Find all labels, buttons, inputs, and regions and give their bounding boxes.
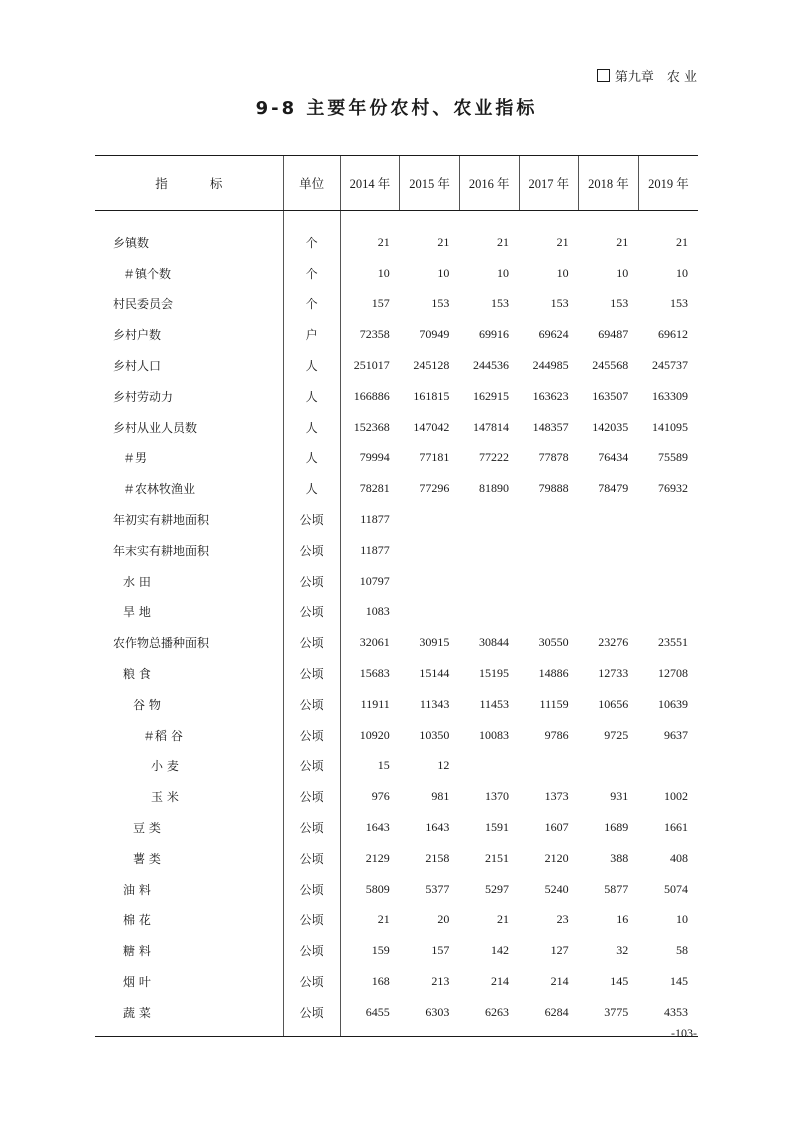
row-indicator-name: 小 麦 [151, 759, 179, 774]
chapter-header [597, 66, 697, 85]
row-value-cell: 1002 [664, 789, 688, 804]
row-value-cell [638, 597, 698, 628]
row-unit: 户 [283, 319, 340, 350]
row-value-cell: 214 [491, 974, 510, 989]
row-indicator-name: 薯 类 [133, 851, 161, 866]
row-value-cell: 16 [616, 912, 629, 927]
row-value-cell: 244536 [473, 358, 510, 373]
row-value-cell: 5877 [604, 881, 629, 896]
row-unit: 公顷 [283, 566, 340, 597]
row-value-cell [579, 751, 639, 782]
row-value-cell: 161815 [413, 388, 450, 403]
row-value-cell: 11159 [539, 696, 569, 711]
row-value-cell: 10 [616, 265, 629, 280]
row-value-cell [579, 504, 639, 535]
row-value-cell: 77222 [479, 450, 510, 465]
row-value-cell: 11911 [360, 696, 390, 711]
row-value-cell [579, 566, 639, 597]
row-value-cell: 21 [377, 234, 390, 249]
row-value-cell: 5297 [485, 881, 510, 896]
row-unit: 公顷 [283, 843, 340, 874]
row-indicator-name: 乡村人口 [113, 359, 162, 374]
row-unit: 公顷 [283, 720, 340, 751]
row-value-cell [459, 597, 519, 628]
row-indicator-name: 乡镇数 [113, 235, 150, 250]
row-value-cell: 1083 [365, 604, 390, 619]
row-value-cell: 81890 [479, 481, 510, 496]
row-value-cell: 30844 [479, 635, 510, 650]
row-value-cell: 153 [550, 296, 569, 311]
table-row [95, 473, 698, 504]
row-indicator-name: 年末实有耕地面积 [113, 543, 210, 558]
row-unit: 公顷 [283, 781, 340, 812]
row-value-cell: 6303 [400, 997, 460, 1036]
table-row [95, 627, 698, 658]
row-unit: 公顷 [283, 658, 340, 689]
row-value-cell: 21 [616, 234, 629, 249]
row-unit: 公顷 [283, 812, 340, 843]
row-value-cell [459, 504, 519, 535]
row-value-cell: 9637 [664, 727, 688, 742]
table-row [95, 381, 698, 412]
row-value-cell: 30550 [538, 635, 569, 650]
row-unit: 公顷 [283, 689, 340, 720]
table-row [95, 566, 698, 597]
row-unit: 人 [283, 381, 340, 412]
row-value-cell: 10797 [359, 573, 390, 588]
row-value-cell: 2158 [425, 850, 450, 865]
row-value-cell: 408 [670, 850, 688, 865]
row-value-cell: 15 [377, 758, 390, 773]
row-value-cell [519, 597, 579, 628]
row-value-cell: 5074 [664, 881, 688, 896]
row-value-cell [400, 535, 460, 566]
row-unit: 个 [283, 289, 340, 320]
row-value-cell: 10350 [419, 727, 450, 742]
table-row [95, 966, 698, 997]
row-value-cell: 75589 [658, 450, 688, 465]
row-value-cell: 14886 [538, 666, 569, 681]
row-value-cell [519, 504, 579, 535]
row-unit: 公顷 [283, 966, 340, 997]
row-value-cell: 244985 [532, 358, 569, 373]
row-value-cell: 142035 [592, 419, 629, 434]
table-row [95, 258, 698, 289]
row-indicator-name: 农作物总播种面积 [113, 636, 210, 651]
row-value-cell [519, 535, 579, 566]
table-header-row [95, 156, 698, 211]
table-row [95, 443, 698, 474]
row-value-cell: 2129 [365, 850, 390, 865]
row-value-cell: 3775 [579, 997, 639, 1036]
row-value-cell: 79888 [538, 481, 569, 496]
row-value-cell: 15195 [479, 666, 510, 681]
row-value-cell: 213 [431, 974, 450, 989]
row-indicator-name: 糖 料 [123, 944, 151, 959]
row-unit: 人 [283, 443, 340, 474]
row-value-cell: 153 [610, 296, 629, 311]
row-value-cell: 69624 [538, 327, 569, 342]
row-value-cell: 153 [491, 296, 510, 311]
row-indicator-name: 粮 食 [123, 667, 151, 682]
row-value-cell [519, 566, 579, 597]
row-value-cell: 1643 [425, 820, 450, 835]
table-body [95, 211, 698, 1037]
row-indicator-name: 乡村从业人员数 [113, 420, 198, 435]
row-value-cell [638, 535, 698, 566]
row-value-cell: 21 [556, 234, 569, 249]
year-column-header: 2016 年 [459, 156, 519, 211]
row-value-cell: 1689 [604, 820, 629, 835]
indicator-table [95, 155, 698, 1037]
indicator-header-right: 标 [209, 177, 223, 191]
row-value-cell: 1373 [544, 789, 569, 804]
row-unit: 公顷 [283, 905, 340, 936]
row-value-cell: 77181 [419, 450, 450, 465]
row-value-cell: 148357 [532, 419, 569, 434]
table-row [95, 597, 698, 628]
row-value-cell: 23 [556, 912, 569, 927]
row-value-cell: 6284 [519, 997, 579, 1036]
row-unit: 公顷 [283, 535, 340, 566]
row-indicator-name: 旱 地 [123, 605, 151, 620]
row-indicator-name: 烟 叶 [123, 975, 151, 990]
row-value-cell [579, 597, 639, 628]
row-value-cell [519, 751, 579, 782]
row-unit: 个 [283, 211, 340, 258]
row-value-cell: 77296 [419, 481, 450, 496]
table-row [95, 997, 698, 1036]
row-value-cell: 78281 [359, 481, 390, 496]
indicator-header-left: 指 [155, 177, 168, 191]
row-value-cell: 58 [676, 943, 688, 958]
row-value-cell: 251017 [353, 358, 390, 373]
row-value-cell: 30915 [419, 635, 450, 650]
table-row [95, 874, 698, 905]
row-value-cell: 11453 [479, 696, 510, 711]
table-row [95, 751, 698, 782]
row-value-cell: 152368 [353, 419, 390, 434]
table-row [95, 812, 698, 843]
row-value-cell: 2120 [544, 850, 569, 865]
row-value-cell: 127 [550, 943, 569, 958]
row-value-cell: 10 [437, 265, 450, 280]
row-value-cell: 12708 [658, 666, 688, 681]
row-indicator-name: 年初实有耕地面积 [113, 513, 210, 528]
year-column-header: 2015 年 [400, 156, 460, 211]
row-value-cell: 10 [497, 265, 510, 280]
row-value-cell: 981 [431, 789, 450, 804]
row-value-cell: 23276 [598, 635, 629, 650]
row-value-cell: 163507 [592, 388, 629, 403]
row-indicator-name: 玉 米 [151, 790, 179, 805]
row-value-cell: 2151 [485, 850, 510, 865]
row-value-cell: 10 [676, 912, 688, 927]
row-value-cell: 141095 [652, 419, 688, 434]
row-value-cell: 159 [371, 943, 390, 958]
row-value-cell: 163623 [532, 388, 569, 403]
row-unit: 人 [283, 350, 340, 381]
row-unit: 公顷 [283, 997, 340, 1036]
table-row [95, 412, 698, 443]
row-value-cell: 10 [377, 265, 390, 280]
table-row [95, 781, 698, 812]
row-value-cell: 21 [497, 912, 510, 927]
row-value-cell: 77878 [538, 450, 569, 465]
row-value-cell: 78479 [598, 481, 629, 496]
row-value-cell: 21 [497, 234, 510, 249]
table-row [95, 935, 698, 966]
row-value-cell: 21 [437, 234, 450, 249]
row-indicator-name: 村民委员会 [113, 297, 174, 312]
row-value-cell: 76932 [658, 481, 688, 496]
row-value-cell: 72358 [359, 327, 390, 342]
row-value-cell: 6455 [340, 997, 400, 1036]
square-icon [597, 69, 610, 82]
row-value-cell: 145 [670, 974, 688, 989]
row-value-cell: 157 [431, 943, 450, 958]
table-row [95, 689, 698, 720]
row-value-cell: 11877 [360, 512, 390, 527]
row-indicator-name: 豆 类 [133, 821, 161, 836]
year-column-header: 2019 年 [638, 156, 698, 211]
row-value-cell: 214 [550, 974, 569, 989]
row-value-cell: 69916 [479, 327, 510, 342]
indicator-column-header [95, 156, 283, 211]
row-unit: 公顷 [283, 504, 340, 535]
row-value-cell: 5809 [365, 881, 390, 896]
row-value-cell: 1661 [664, 820, 688, 835]
row-value-cell: 142 [491, 943, 510, 958]
row-value-cell: 162915 [473, 388, 510, 403]
row-value-cell: 70949 [419, 327, 450, 342]
row-value-cell: 11877 [360, 542, 390, 557]
row-value-cell: 10639 [658, 696, 688, 711]
row-indicator-name: 乡村户数 [113, 328, 162, 343]
row-value-cell: 20 [437, 912, 450, 927]
row-value-cell: 976 [371, 789, 390, 804]
row-value-cell: 145 [610, 974, 629, 989]
table-row [95, 535, 698, 566]
row-indicator-name: 棉 花 [123, 913, 151, 928]
row-value-cell: 10920 [359, 727, 390, 742]
row-value-cell: 5377 [425, 881, 450, 896]
row-value-cell: 166886 [353, 388, 390, 403]
row-value-cell: 147042 [413, 419, 450, 434]
table-row [95, 350, 698, 381]
unit-column-header: 单位 [283, 156, 340, 211]
row-value-cell [459, 535, 519, 566]
indicator-table-container [95, 155, 698, 1037]
row-value-cell: 69612 [658, 327, 688, 342]
row-value-cell: 69487 [598, 327, 629, 342]
row-value-cell: 6263 [459, 997, 519, 1036]
row-value-cell: 245737 [652, 358, 688, 373]
row-value-cell: 11343 [419, 696, 450, 711]
row-value-cell: 10083 [479, 727, 510, 742]
row-value-cell: 9786 [544, 727, 569, 742]
row-value-cell [579, 535, 639, 566]
page-number: -103- [671, 1026, 697, 1040]
row-indicator-name: 油 料 [123, 882, 151, 897]
row-value-cell: 12 [437, 758, 450, 773]
row-value-cell: 76434 [598, 450, 629, 465]
row-indicator-name: ＃镇个数 [123, 266, 172, 281]
row-value-cell [638, 504, 698, 535]
row-value-cell: 153 [431, 296, 450, 311]
row-value-cell: 79994 [359, 450, 390, 465]
row-indicator-name: 乡村劳动力 [113, 389, 174, 404]
row-value-cell [459, 751, 519, 782]
row-indicator-name: ＃稻 谷 [143, 728, 183, 743]
row-unit: 公顷 [283, 874, 340, 905]
table-row [95, 905, 698, 936]
row-value-cell [400, 566, 460, 597]
row-value-cell: 32061 [359, 635, 390, 650]
row-indicator-name: 水 田 [123, 574, 151, 589]
row-unit: 个 [283, 258, 340, 289]
row-value-cell: 1643 [365, 820, 390, 835]
row-unit: 公顷 [283, 751, 340, 782]
row-value-cell: 1370 [485, 789, 510, 804]
row-value-cell [459, 566, 519, 597]
row-value-cell: 157 [371, 296, 390, 311]
row-unit: 人 [283, 473, 340, 504]
table-row [95, 319, 698, 350]
row-value-cell: 10656 [598, 696, 629, 711]
row-value-cell: 21 [676, 234, 688, 249]
row-value-cell: 163309 [652, 388, 688, 403]
row-value-cell: 168 [371, 974, 390, 989]
table-row [95, 720, 698, 751]
row-value-cell: 9725 [604, 727, 629, 742]
table-row [95, 289, 698, 320]
row-value-cell: 5240 [544, 881, 569, 896]
row-indicator-name: ＃男 [123, 451, 148, 466]
row-value-cell: 10 [676, 265, 688, 280]
row-value-cell: 10 [556, 265, 569, 280]
row-value-cell: 1591 [485, 820, 510, 835]
row-value-cell: 153 [670, 296, 688, 311]
row-value-cell: 931 [610, 789, 629, 804]
row-unit: 公顷 [283, 627, 340, 658]
table-row [95, 658, 698, 689]
row-value-cell: 4353 [638, 997, 698, 1036]
row-value-cell [400, 504, 460, 535]
row-value-cell: 32 [616, 943, 629, 958]
year-column-header: 2018 年 [579, 156, 639, 211]
table-row [95, 504, 698, 535]
page-title: 9-8 主要年份农村、农业指标 [255, 98, 538, 119]
row-value-cell [638, 751, 698, 782]
row-value-cell: 15144 [419, 666, 450, 681]
row-unit: 公顷 [283, 597, 340, 628]
chapter-label: 第九章 农 业 [614, 70, 697, 85]
row-value-cell: 147814 [473, 419, 510, 434]
row-value-cell [400, 597, 460, 628]
row-value-cell: 12733 [598, 666, 629, 681]
row-unit: 人 [283, 412, 340, 443]
row-value-cell [638, 566, 698, 597]
row-value-cell: 388 [610, 850, 629, 865]
row-value-cell: 23551 [658, 635, 688, 650]
row-value-cell: 15683 [359, 666, 390, 681]
year-column-header: 2017 年 [519, 156, 579, 211]
row-value-cell: 1607 [544, 820, 569, 835]
row-value-cell: 245128 [413, 358, 450, 373]
table-row [95, 843, 698, 874]
row-indicator-name: 谷 物 [133, 697, 161, 712]
row-value-cell: 21 [377, 912, 390, 927]
table-row [95, 211, 698, 258]
row-indicator-name: 蔬 菜 [95, 997, 283, 1036]
row-value-cell: 245568 [592, 358, 629, 373]
year-column-header: 2014 年 [340, 156, 400, 211]
row-unit: 公顷 [283, 935, 340, 966]
row-indicator-name: ＃农林牧渔业 [123, 482, 196, 497]
